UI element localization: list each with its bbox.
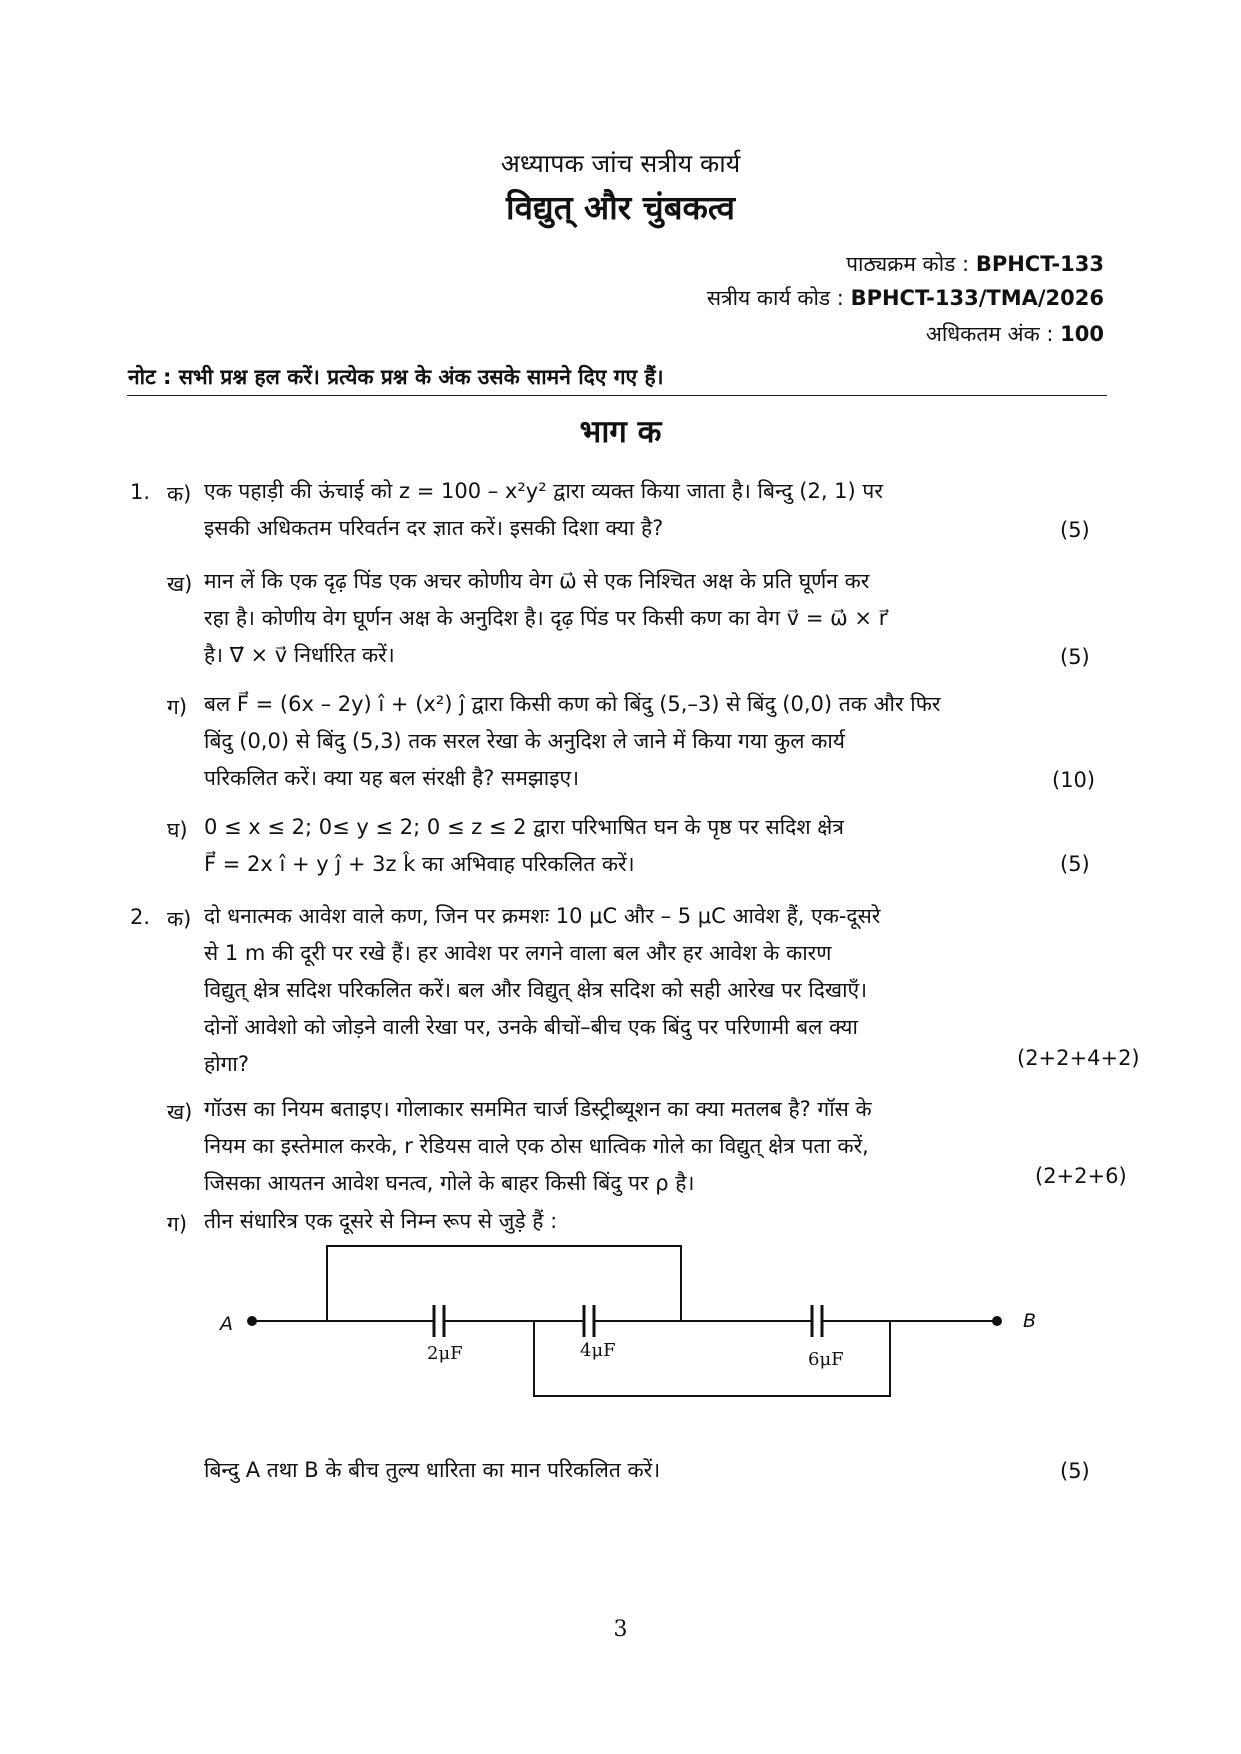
text-line: इसकी अधिकतम परिवर्तन दर ज्ञात करें। इसकी दिशा क्या है? — [204, 516, 664, 540]
part-text — [204, 1091, 872, 1202]
text-line: 0 ≤ x ≤ 2; 0≤ y ≤ 2; 0 ≤ z ≤ 2 द्वारा परिभाषित घन के पृष्ठ पर सदिश क्षेत्र — [204, 815, 844, 839]
question-number: 2. — [130, 905, 151, 929]
page-number: 3 — [613, 1617, 628, 1642]
capacitor-label-6uf: 6μF — [808, 1349, 844, 1370]
assignment-code: BPHCT-133/TMA/2026 — [850, 286, 1104, 310]
course-code-label: पाठ्यक्रम कोड : — [846, 252, 970, 276]
part-label: ग) — [167, 695, 188, 719]
text-line: F⃗ = 2x î + y ĵ + 3z k̂ का अभिवाह परिकलित करें। — [204, 852, 635, 876]
assignment-code-label: सत्रीय कार्य कोड : — [706, 286, 844, 310]
course-code-line — [846, 250, 1104, 278]
part-text — [204, 686, 940, 797]
node-b-label: B — [1023, 1310, 1037, 1332]
divider — [127, 395, 1107, 396]
node-b-terminal — [992, 1316, 1002, 1326]
text-line: तीन संधारित्र एक दूसरे से निम्न रूप से जुड़े हैं : — [204, 1209, 558, 1233]
course-title: विद्युत् और चुंबकत्व — [506, 188, 735, 227]
max-marks-line — [926, 320, 1104, 348]
text-line: गॉउस का नियम बताइए। गोलाकार सममित चार्ज डिस्ट्रीब्यूशन का क्या मतलब है? गॉस के — [204, 1097, 872, 1121]
capacitor-label-4uf: 4μF — [580, 1340, 616, 1361]
marks: (5) — [1060, 518, 1090, 542]
assignment-code-line — [707, 284, 1104, 312]
text-line: बिंदु (0,0) से बिंदु (5,3) तक सरल रेखा के अनुदिश ले जाने में किया गया कुल कार्य — [204, 729, 845, 753]
course-code: BPHCT-133 — [975, 252, 1104, 276]
text-line: है। ∇⃗ × v⃗ निर्धारित करें। — [204, 643, 395, 667]
text-line: एक पहाड़ी की ऊंचाई को z = 100 – x²y² द्वारा व्यक्त किया जाता है। बिन्दु (2, 1) पर — [204, 479, 883, 503]
part-text — [204, 1203, 557, 1240]
question-number: 1. — [130, 480, 151, 504]
text-line: दोनों आवेशो को जोड़ने वाली रेखा पर, उनके बीचों–बीच एक बिंदु पर परिणामी बल क्या — [204, 1015, 858, 1039]
assignment-type: अध्यापक जांच सत्रीय कार्य — [500, 149, 741, 178]
text-line: से 1 m की दूरी पर रखे हैं। हर आवेश पर लगने वाला बल और हर आवेश के कारण — [204, 941, 832, 965]
marks: (5) — [1060, 852, 1090, 876]
node-a-label: A — [220, 1313, 233, 1335]
upper-bypass-wire — [327, 1246, 681, 1321]
text-line: परिकलित करें। क्या यह बल संरक्षी है? समझाइए। — [204, 766, 580, 790]
part-label: ख) — [167, 1100, 193, 1124]
text-line: होगा? — [204, 1052, 249, 1076]
part-label: क) — [167, 907, 192, 931]
marks: (10) — [1052, 768, 1096, 792]
text-line: रहा है। कोणीय वेग घूर्णन अक्ष के अनुदिश है। दृढ़ पिंड पर किसी कण का वेग v⃗ = ω⃗ × r⃗ — [204, 606, 888, 630]
text-line: जिसका आयतन आवेश घनत्व, गोले के बाहर किसी बिंदु पर ρ है। — [204, 1171, 695, 1195]
marks: (5) — [1060, 645, 1090, 669]
text-line: नियम का इस्तेमाल करके, r रेडियस वाले एक ठोस धात्विक गोले का विद्युत् क्षेत्र पता करें, — [204, 1134, 869, 1158]
part-text — [204, 809, 844, 883]
part-label: क) — [167, 482, 192, 506]
part-text — [204, 473, 883, 547]
part-text — [204, 563, 887, 674]
part-label: घ) — [167, 818, 188, 842]
part-label: ग) — [167, 1212, 188, 1236]
text-line: दो धनात्मक आवेश वाले कण, जिन पर क्रमशः 10 μC और – 5 μC आवेश हैं, एक-दूसरे — [204, 904, 881, 928]
node-a-terminal — [247, 1316, 257, 1326]
part-text — [204, 898, 880, 1083]
part-label: ख) — [167, 572, 193, 596]
max-marks-label: अधिकतम अंक : — [925, 322, 1054, 346]
text-line: विद्युत् क्षेत्र सदिश परिकलित करें। बल और विद्युत् क्षेत्र सदिश को सही आरेख पर दिखाएँ। — [204, 978, 868, 1002]
capacitor-circuit-diagram — [200, 1240, 1040, 1410]
capacitor-label-2uf: 2μF — [427, 1343, 463, 1364]
marks: (5) — [1060, 1459, 1090, 1483]
marks: (2+2+4+2) — [1017, 1046, 1140, 1070]
max-marks: 100 — [1060, 322, 1104, 346]
instruction-note: नोट : सभी प्रश्न हल करें। प्रत्येक प्रश्न के अंक उसके सामने दिए गए हैं। — [128, 365, 664, 389]
marks: (2+2+6) — [1035, 1164, 1127, 1188]
section-title: भाग क — [579, 414, 662, 450]
text-line: बल F⃗ = (6x – 2y) î + (x²) ĵ द्वारा किसी कण को बिंदु (5,–3) से बिंदु (0,0) तक और फिर — [204, 692, 941, 716]
final-question-text: बिन्दु A तथा B के बीच तुल्य धारिता का मान परिकलित करें। — [204, 1458, 661, 1482]
text-line: मान लें कि एक दृढ़ पिंड एक अचर कोणीय वेग ω⃗ से एक निश्चित अक्ष के प्रति घूर्णन कर — [204, 569, 870, 593]
